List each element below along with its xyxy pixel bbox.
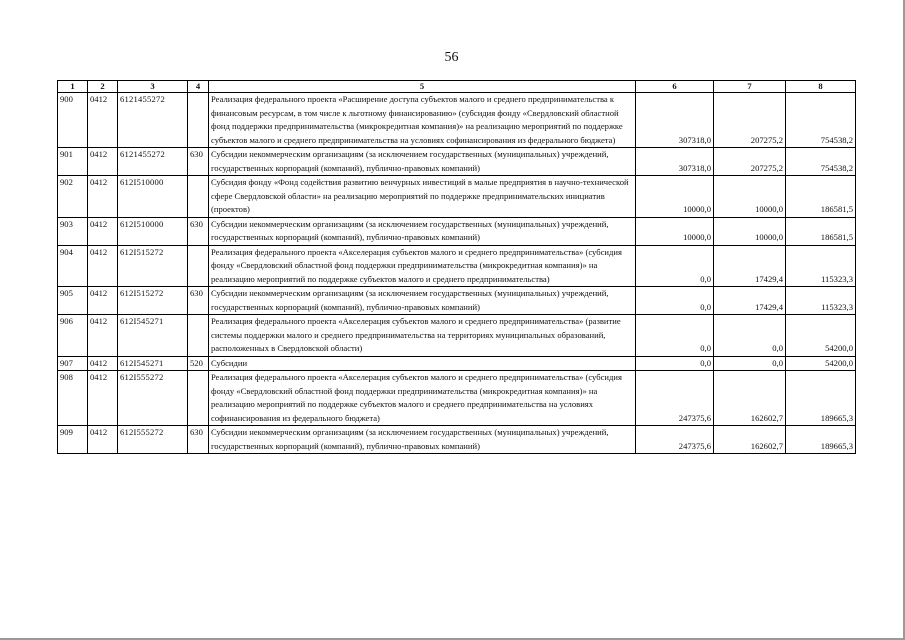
amount-col8-cell: 189665,3 [786,426,856,454]
expense-type-cell: 630 [188,148,209,176]
description-cell: Субсидии некоммерческим организациям (за исключением государственных (муниципальных) учреждений, государственных корпораций (компаний), публично-правовых компаний) [209,148,636,176]
expense-type-cell [188,371,209,426]
target-article-cell: 612I555272 [118,371,188,426]
amount-col8-cell: 754538,2 [786,93,856,148]
table-row [58,426,856,454]
section-code-cell: 0412 [88,217,118,245]
header-cell: 8 [786,81,856,93]
table-row [58,287,856,315]
description-cell: Субсидии некоммерческим организациям (за исключением государственных (муниципальных) учреждений, государственных корпораций (компаний), публично-правовых компаний) [209,287,636,315]
target-article-cell: 612I545271 [118,315,188,357]
description-cell: Реализация федерального проекта «Акселерация субъектов малого и среднего предпринимательства» (субсидия фонду «Свердловский областной фонд поддержки предпринимательства (микрокредитная компания)» на реализацию мероприятий по поддержке субъектов малого и среднего предпринимательства на условиях софинансирования из федерального бюджета) [209,371,636,426]
description-cell: Реализация федерального проекта «Акселерация субъектов малого и среднего предпринимательства» (субсидия фонду «Свердловский областной фонд поддержки предпринимательства (микрокредитная компания)» на реализацию мероприятий по поддержке субъектов малого и среднего предпринимательства) [209,245,636,287]
expense-type-cell: 630 [188,426,209,454]
amount-col6-cell: 307318,0 [636,93,714,148]
row-number-cell: 906 [58,315,88,357]
budget-table [57,80,856,454]
table-row [58,176,856,218]
row-number-cell: 909 [58,426,88,454]
amount-col6-cell: 10000,0 [636,217,714,245]
row-number-cell: 900 [58,93,88,148]
description-cell: Реализация федерального проекта «Расширение доступа субъектов малого и среднего предпринимательства к финансовым ресурсам, в том числе к льготному финансированию» (субсидия фонду «Свердловский областной фонд поддержки предпринимательства (микрокредитная компания)» на реализацию мероприятий по поддержке субъектов малого и среднего предпринимательства на условиях софинансирования из федерального бюджета) [209,93,636,148]
header-cell: 3 [118,81,188,93]
amount-col6-cell: 307318,0 [636,148,714,176]
row-number-cell: 908 [58,371,88,426]
row-number-cell: 902 [58,176,88,218]
target-article-cell: 612I555272 [118,426,188,454]
description-cell: Субсидии [209,356,636,371]
section-code-cell: 0412 [88,356,118,371]
expense-type-cell: 520 [188,356,209,371]
amount-col7-cell: 162602,7 [714,426,786,454]
expense-type-cell [188,93,209,148]
header-row [58,81,856,93]
description-cell: Субсидии некоммерческим организациям (за исключением государственных (муниципальных) учреждений, государственных корпораций (компаний), публично-правовых компаний) [209,426,636,454]
table-row [58,93,856,148]
amount-col7-cell: 0,0 [714,315,786,357]
row-number-cell: 904 [58,245,88,287]
amount-col8-cell: 115323,3 [786,245,856,287]
table-row [58,217,856,245]
header-cell: 6 [636,81,714,93]
expense-type-cell [188,315,209,357]
header-cell: 1 [58,81,88,93]
target-article-cell: 612I515272 [118,287,188,315]
header-cell: 7 [714,81,786,93]
amount-col6-cell: 0,0 [636,245,714,287]
header-cell: 2 [88,81,118,93]
target-article-cell: 612I515272 [118,245,188,287]
section-code-cell: 0412 [88,426,118,454]
header-cell: 4 [188,81,209,93]
amount-col8-cell: 54200,0 [786,356,856,371]
target-article-cell: 6121455272 [118,93,188,148]
amount-col7-cell: 10000,0 [714,217,786,245]
amount-col8-cell: 54200,0 [786,315,856,357]
amount-col6-cell: 0,0 [636,287,714,315]
amount-col8-cell: 754538,2 [786,148,856,176]
target-article-cell: 612I545271 [118,356,188,371]
amount-col6-cell: 247375,6 [636,426,714,454]
amount-col7-cell: 207275,2 [714,148,786,176]
row-number-cell: 907 [58,356,88,371]
row-number-cell: 905 [58,287,88,315]
description-cell: Субсидия фонду «Фонд содействия развитию венчурных инвестиций в малые предприятия в научно-технической сфере Свердловской области» на реализацию мероприятий по поддержке предпринимательских инициатив (проектов) [209,176,636,218]
page-number: 56 [444,50,459,65]
amount-col6-cell: 10000,0 [636,176,714,218]
table-row [58,315,856,357]
amount-col7-cell: 10000,0 [714,176,786,218]
amount-col7-cell: 17429,4 [714,245,786,287]
section-code-cell: 0412 [88,148,118,176]
description-cell: Субсидии некоммерческим организациям (за исключением государственных (муниципальных) учреждений, государственных корпораций (компаний), публично-правовых компаний) [209,217,636,245]
amount-col8-cell: 189665,3 [786,371,856,426]
amount-col8-cell: 186581,5 [786,217,856,245]
target-article-cell: 612I510000 [118,176,188,218]
amount-col8-cell: 186581,5 [786,176,856,218]
description-cell: Реализация федерального проекта «Акселерация субъектов малого и среднего предпринимательства» (развитие системы поддержки малого и среднего предпринимательства на территориях муниципальных образований, расположенных в Свердловской области) [209,315,636,357]
target-article-cell: 612I510000 [118,217,188,245]
expense-type-cell: 630 [188,287,209,315]
table-row [58,371,856,426]
amount-col6-cell: 0,0 [636,315,714,357]
amount-col7-cell: 17429,4 [714,287,786,315]
expense-type-cell [188,245,209,287]
amount-col8-cell: 115323,3 [786,287,856,315]
amount-col6-cell: 0,0 [636,356,714,371]
header-cell: 5 [209,81,636,93]
section-code-cell: 0412 [88,245,118,287]
amount-col7-cell: 0,0 [714,356,786,371]
target-article-cell: 6121455272 [118,148,188,176]
amount-col7-cell: 207275,2 [714,93,786,148]
section-code-cell: 0412 [88,93,118,148]
expense-type-cell [188,176,209,218]
row-number-cell: 903 [58,217,88,245]
amount-col6-cell: 247375,6 [636,371,714,426]
row-number-cell: 901 [58,148,88,176]
section-code-cell: 0412 [88,371,118,426]
table-row [58,245,856,287]
section-code-cell: 0412 [88,315,118,357]
amount-col7-cell: 162602,7 [714,371,786,426]
table-row [58,356,856,371]
expense-type-cell: 630 [188,217,209,245]
section-code-cell: 0412 [88,287,118,315]
section-code-cell: 0412 [88,176,118,218]
table-row [58,148,856,176]
